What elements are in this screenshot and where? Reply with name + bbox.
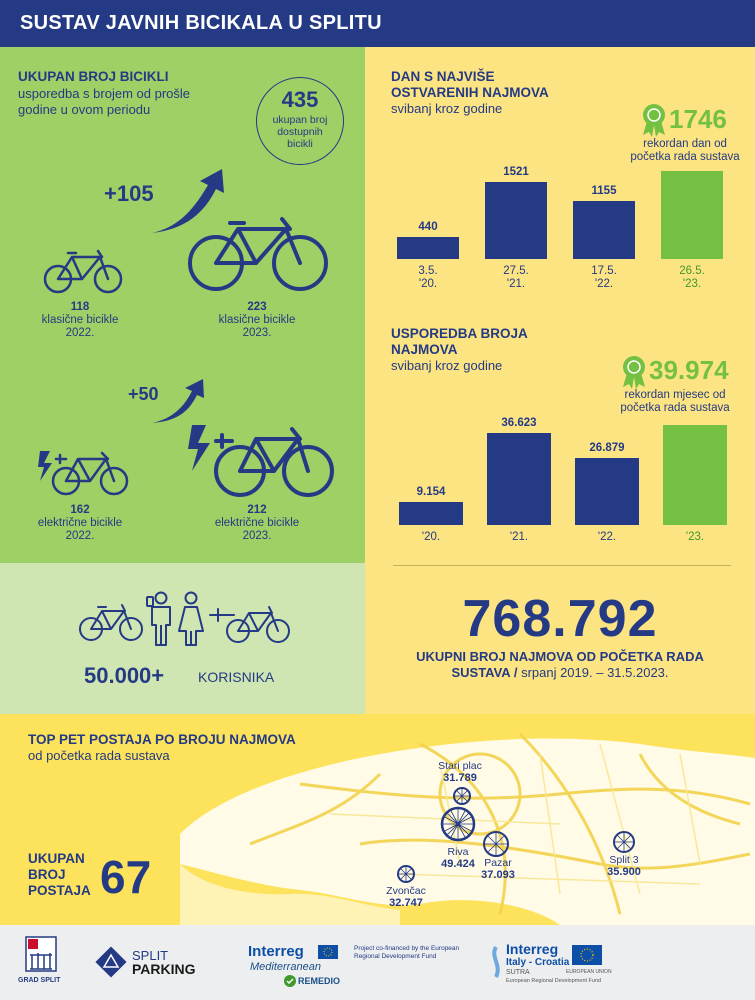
stations-count-line1: UKUPAN — [28, 851, 85, 866]
stations-title: TOP PET POSTAJA PO BROJU NAJMOVA — [28, 732, 296, 747]
mediterranean-label: Mediterranean — [250, 961, 321, 973]
bar-value-label: 36.623 — [501, 417, 537, 429]
monthly-record-line1: rekordan mjesec od — [624, 389, 726, 401]
total-rentals-line1: UKUPNI BROJ NAJMOVA OD POČETKA RADA — [416, 649, 704, 664]
classic-2022-value: 118 — [70, 301, 90, 313]
monthly-title-line1: USPOREDBA BROJA — [391, 326, 528, 341]
best-day-record-value: 1746 — [669, 104, 727, 134]
electric-increase: +50 — [128, 384, 159, 404]
bar-value-label: 26.879 — [589, 442, 625, 454]
bar-value-label: 9.154 — [416, 486, 446, 498]
monthly-title-line2: NAJMOVA — [391, 342, 458, 357]
bar-category-label: '22. — [597, 531, 617, 543]
bike-wheel-icon — [396, 864, 416, 884]
bike-wheel-icon — [612, 830, 636, 854]
total-bikes-line3: bicikli — [287, 138, 313, 150]
stations-section — [0, 714, 755, 925]
electric-2023-value: 212 — [247, 504, 267, 516]
electric-2023-year: 2023. — [242, 530, 272, 542]
classic-increase: +105 — [104, 181, 154, 206]
total-bikes-line1: ukupan broj — [272, 114, 328, 126]
chart-bar — [575, 458, 639, 525]
best-day-record-line1: rekordan dan od — [643, 138, 727, 150]
station-zvoncac: Zvončac 32.747 — [386, 885, 426, 909]
total-bikes-line2: dostupnih — [277, 126, 323, 138]
bar-value-label: 440 — [418, 221, 438, 233]
interreg-med-label: Interreg — [248, 943, 304, 960]
monthly-record-line2: početka rada sustava — [620, 402, 730, 414]
station-split-3: Split 3 35.900 — [607, 854, 641, 878]
interreg-ic-label: Interreg — [506, 941, 559, 957]
interreg-ic-swoosh-icon — [488, 945, 504, 979]
classic-2022-label: klasične bicikle — [41, 314, 119, 326]
electric-bike-large-icon — [186, 421, 336, 501]
bar-category-label: '21. — [506, 278, 526, 290]
bike-wheel-icon — [452, 786, 472, 806]
electric-bike-icon — [206, 603, 290, 645]
classic-2022-year: 2022. — [65, 327, 95, 339]
chart-bar — [487, 433, 551, 525]
station-stari-plac: Stari plac 31.789 — [438, 760, 482, 784]
best-day-title-line1: DAN S NAJVIŠE — [391, 69, 495, 84]
trend-arrow-icon — [150, 377, 210, 427]
remedio-label: REMEDIO — [298, 976, 341, 986]
page-title: SUSTAV JAVNIH BICIKALA U SPLITU — [20, 12, 382, 34]
bar-category-label: '21. — [509, 531, 529, 543]
chart-bar — [485, 182, 547, 259]
bike-wheel-icon — [482, 830, 510, 858]
classic-bike-large-icon — [186, 213, 330, 293]
best-day-record-line2: početka rada sustava — [630, 151, 740, 163]
eu-flag-icon — [318, 945, 338, 959]
bar-category-label: '23. — [685, 531, 705, 543]
divider — [393, 565, 731, 566]
users-label: KORISNIKA — [198, 669, 275, 685]
classic-bike-small-icon — [42, 247, 124, 297]
cofinanced-line1: Project co-financed by the European — [354, 945, 460, 952]
bar-category-label: 26.5. — [679, 265, 705, 277]
total-rentals-value: 768.792 — [462, 590, 658, 648]
bikes-section — [0, 47, 365, 563]
monthly-subtitle: svibanj kroz godine — [391, 358, 503, 373]
bar-value-label: 1521 — [503, 166, 529, 178]
bar-category-label: 27.5. — [503, 265, 529, 277]
best-day-subtitle: svibanj kroz godine — [391, 101, 503, 116]
erdf-label: European Regional Development Fund — [506, 978, 602, 984]
award-ribbon-icon — [641, 103, 667, 137]
classic-2023-year: 2023. — [242, 327, 272, 339]
bar-value-label: 1155 — [591, 185, 617, 197]
eu-flag-icon — [572, 945, 602, 965]
bikes-subtitle-line2: godine u ovom periodu — [18, 102, 151, 117]
remedio-logo-icon — [284, 975, 296, 987]
chart-bar — [661, 171, 723, 259]
award-ribbon-icon — [621, 355, 647, 389]
classic-2023-label: klasične bicikle — [218, 314, 296, 326]
users-value: 50.000+ — [84, 663, 165, 688]
chart-bar — [663, 425, 727, 525]
bikes-title: UKUPAN BROJ BICIKLI — [18, 69, 169, 84]
monthly-record-value: 39.974 — [649, 355, 729, 385]
users-section — [0, 563, 365, 714]
bar-category-label: '20. — [421, 531, 441, 543]
footer-logos — [0, 925, 755, 1000]
cofinanced-line2: Regional Development Fund — [354, 953, 437, 960]
electric-2022-year: 2022. — [65, 530, 95, 542]
electric-2022-label: električne bicikle — [37, 517, 123, 529]
header-bar — [0, 0, 755, 47]
stations-count-line2: BROJ — [28, 867, 66, 882]
total-bikes-value: 435 — [281, 87, 319, 112]
bar-category-label: '22. — [594, 278, 614, 290]
person-female-icon — [176, 591, 206, 647]
grad-split-coat-of-arms-icon — [24, 935, 58, 975]
stations-subtitle: od početka rada sustava — [28, 748, 170, 763]
electric-2023-label: električne bicikle — [214, 517, 300, 529]
eu-label: EUROPEAN UNION — [566, 969, 612, 975]
total-rentals-line2: SUSTAVA / srpanj 2019. – 31.5.2023. — [451, 665, 669, 680]
bikes-subtitle-line1: usporedba s brojem od prošle — [18, 86, 190, 101]
bar-category-label: 17.5. — [591, 265, 617, 277]
grad-split-label: GRAD SPLIT — [18, 977, 61, 984]
electric-2022-value: 162 — [70, 504, 90, 516]
stations-count-line3: POSTAJA — [28, 883, 91, 898]
station-riva: Riva 49.424 — [441, 846, 475, 870]
chart-bar — [573, 201, 635, 259]
bike-icon — [78, 603, 144, 643]
best-day-title-line2: OSTVARENIH NAJMOVA — [391, 85, 549, 100]
chart-bar — [399, 502, 463, 525]
electric-bike-small-icon — [36, 447, 130, 499]
station-pazar: Pazar 37.093 — [481, 857, 515, 881]
rentals-section — [365, 47, 755, 714]
classic-2023-value: 223 — [247, 301, 267, 313]
bar-category-label: 3.5. — [418, 265, 438, 277]
chart-bar — [397, 237, 459, 259]
person-male-icon — [146, 591, 176, 647]
bar-category-label: '20. — [418, 278, 438, 290]
sutra-label: SUTRA — [506, 969, 530, 976]
bar-category-label: '23. — [682, 278, 702, 290]
bike-wheel-icon — [440, 806, 476, 842]
italy-croatia-label: Italy - Croatia — [506, 957, 570, 968]
split-parking-logo-icon — [94, 945, 128, 979]
stations-count-value: 67 — [100, 851, 152, 903]
split-parking-line1: SPLIT — [132, 948, 169, 963]
split-parking-line2: PARKING — [132, 961, 196, 977]
